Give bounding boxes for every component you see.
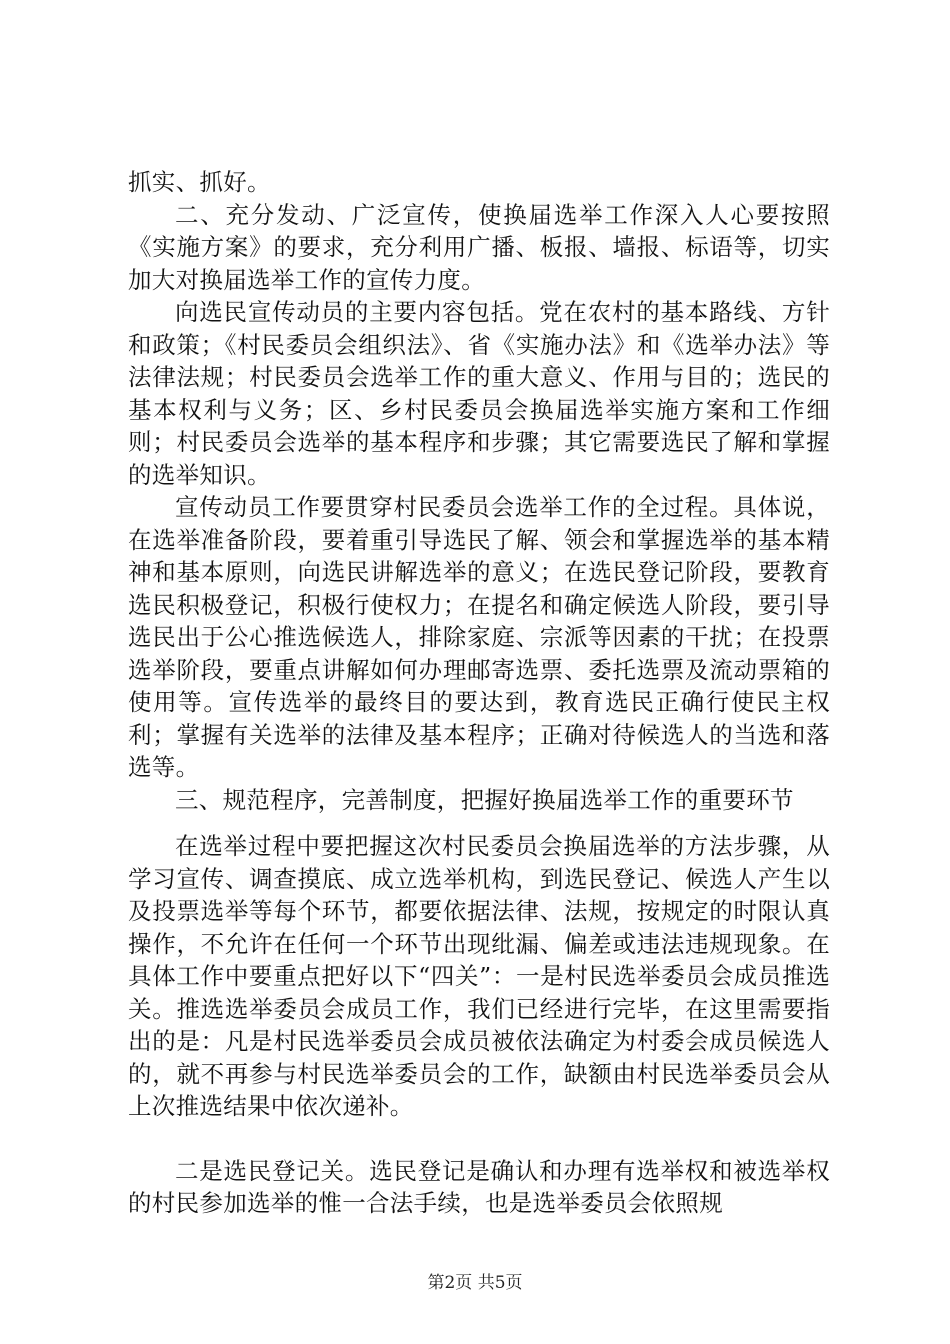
paragraph-propaganda-process: 宣传动员工作要贯穿村民委员会选举工作的全过程。具体说，在选举准备阶段，要着重引导选民了解、领会和掌握选举的基本精神和基本原则，向选民讲解选举的意义；在选民登记阶段，要教育选民积极登记，积极行使权力；在提名和确定候选人阶段，要引导选民出于公心推选候选人，排除家庭、宗派等因素的干扰；在投票选举阶段，要重点讲解如何办理邮寄选票、委托选票及流动票箱的使用等。宣传选举的最终目的要达到，教育选民正确行使民主权利；掌握有关选举的法律及基本程序；正确对待候选人的当选和落选等。 [128, 493, 830, 781]
page-footer: 第2页 共5页 [427, 1273, 523, 1293]
paragraph-continuation: 抓实、抓好。 [128, 168, 271, 196]
paragraph-propaganda-content: 向选民宣传动员的主要内容包括。党在农村的基本路线、方针和政策；《村民委员会组织法》、省《实施办法》和《选举办法》等法律法规；村民委员会选举工作的重大意义、作用与目的；选民的基本权利与义务；区、乡村民委员会换届选举实施方案和工作细则；村民委员会选举的基本程序和步骤；其它需要选民了解和掌握的选举知识。 [128, 298, 830, 489]
paragraph-section-three-heading: 三、规范程序，完善制度，把握好换届选举工作的重要环节 [175, 785, 794, 814]
paragraph-election-procedure: 在选举过程中要把握这次村民委员会换届选举的方法步骤，从学习宣传、调查摸底、成立选举机构，到选民登记、候选人产生以及投票选举等每个环节，都要依据法律、法规，按规定的时限认真操作，不允许在任何一个环节出现纰漏、偏差或违法违规现象。在具体工作中要重点把好以下“四关”：一是村民选举委员会成员推选关。推选选举委员会成员工作，我们已经进行完毕，在这里需要指出的是：凡是村民选举委员会成员被依法确定为村委会成员候选人的，就不再参与村民选举委员会的工作，缺额由村民选举委员会从上次推选结果中依次递补。 [128, 832, 830, 1120]
paragraph-section-two-heading: 二、充分发动、广泛宣传，使换届选举工作深入人心要按照《实施方案》的要求，充分利用广播、板报、墙报、标语等，切实加大对换届选举工作的宣传力度。 [128, 200, 830, 294]
paragraph-voter-registration: 二是选民登记关。选民登记是确认和办理有选举权和被选举权的村民参加选举的惟一合法手续，也是选举委员会依照规 [128, 1156, 830, 1217]
document-body [128, 166, 830, 1220]
